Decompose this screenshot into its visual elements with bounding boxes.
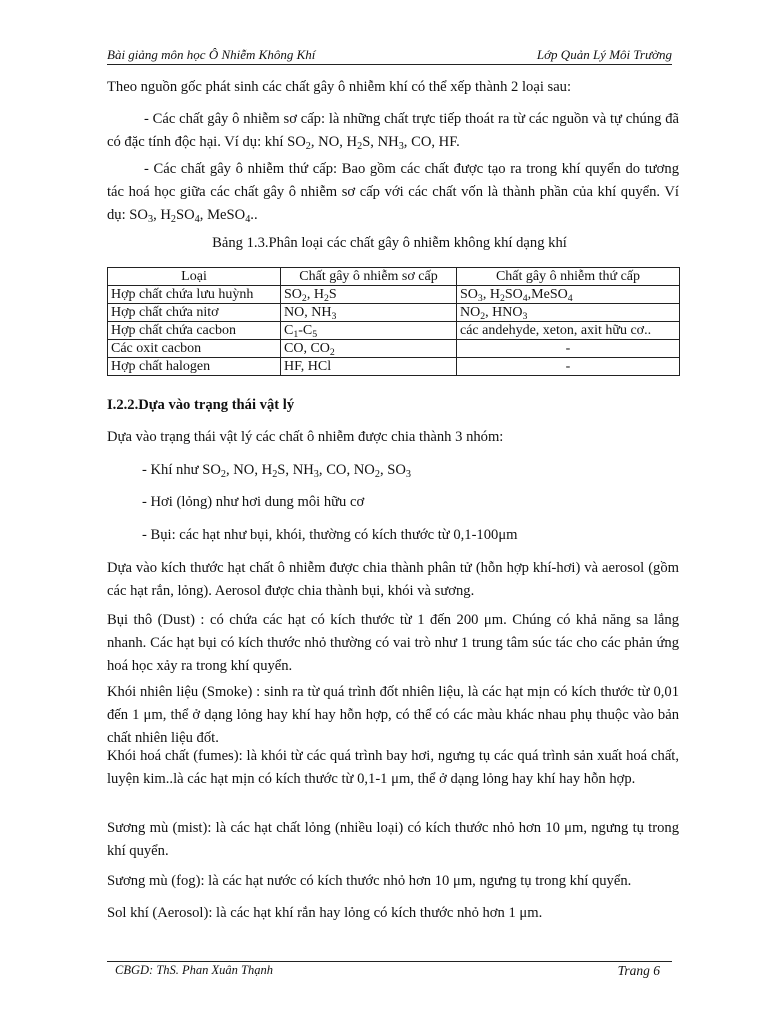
table-row xyxy=(108,304,680,322)
subscript: 2 xyxy=(301,293,307,304)
table-cell-type: Hợp chất chứa lưu huỳnh xyxy=(108,286,281,304)
subscript: 4 xyxy=(245,214,251,225)
paragraph-smoke: Khói nhiên liệu (Smoke) : sinh ra từ quá trình đốt nhiên liệu, là các hạt mịn có kích thước từ 0,01 đến 1 μm, thể ở dạng lỏng hay khí hay hỗn hợp, có thể có các màu khác nhau phụ thuộc vào bản chất nhiên liệu đốt. xyxy=(107,684,679,746)
primary-examples: $SO_2$, NO, $H_2S$, $NH_3$, CO, HF. xyxy=(287,134,460,152)
header-course-title: Bài giảng môn học Ô Nhiễm Không Khí xyxy=(107,47,316,62)
table-header-row xyxy=(108,268,680,286)
paragraph-fumes: Khói hoá chất (fumes): là khói từ các quá trình bay hơi, ngưng tụ các quá trình sản xuất hoá chất, luyện kim..là các hạt mịn có kích thước từ 0,1-1 μm, thể ở dạng lỏng hay khí hay hỗn hợp. xyxy=(107,748,679,787)
table-cell-primary: $C_1-C_5$ xyxy=(281,322,457,340)
list-item-gas: - Khí như $SO_2$, NO, $H_2S$, $NH_3$, CO, $NO_2$, $SO_3$ xyxy=(142,462,412,480)
list-item-vapor: - Hơi (lỏng) như hơi dung môi hữu cơ xyxy=(142,494,365,510)
table-row xyxy=(108,286,680,304)
subscript: 4 xyxy=(194,214,200,225)
subscript: 3 xyxy=(398,141,404,152)
table-cell-type: Hợp chất chứa nitơ xyxy=(108,304,281,322)
subscript: 2 xyxy=(329,347,335,358)
pollutant-classification-table xyxy=(107,267,680,376)
table-cell-secondary: - xyxy=(457,340,680,358)
subscript: 2 xyxy=(170,214,177,225)
table-cell-type: Hợp chất halogen xyxy=(108,358,281,376)
intro-paragraph: Theo nguồn gốc phát sinh các chất gây ô nhiễm khí có thể xếp thành 2 loại sau: xyxy=(107,79,572,95)
page-header xyxy=(107,44,672,65)
table-row xyxy=(108,322,680,340)
subscript: 4 xyxy=(522,293,528,304)
paragraph-dust: Bụi thô (Dust) : có chứa các hạt có kích thước từ 1 đến 200 μm. Chúng có khả năng sa lắng nhanh. Các hạt bụi có kích thước nhỏ thường có vai trò như 1 trung tâm súc tác cho các phản ứng hoá học xảy ra trong khí quyển. xyxy=(107,612,679,674)
table-cell-secondary: - xyxy=(457,358,680,376)
secondary-text: - Các chất gây ô nhiễm thứ cấp: Bao gồm các chất được tạo ra trong khí quyển do tương tác hoá học giữa các chất gây ô nhiễm sơ cấp với các chất vốn là thành phần của khí quyển. Ví dụ: xyxy=(107,161,679,223)
subscript: 4 xyxy=(567,293,573,304)
table-cell-secondary: $NO_2$, $HNO_3$ xyxy=(457,304,680,322)
table-cell-type: Hợp chất chứa cacbon xyxy=(108,322,281,340)
subscript: 3 xyxy=(331,311,337,322)
subscript: 2 xyxy=(499,293,505,304)
subscript: 3 xyxy=(313,469,319,480)
subscript: 2 xyxy=(357,141,363,152)
physical-state-intro: Dựa vào trạng thái vật lý các chất ô nhiễm được chia thành 3 nhóm: xyxy=(107,429,504,445)
subscript: 3 xyxy=(522,311,528,322)
section-heading: I.2.2.Dựa vào trạng thái vật lý xyxy=(107,397,295,413)
subscript: 2 xyxy=(480,311,486,322)
table-header-primary: Chất gây ô nhiễm sơ cấp xyxy=(281,268,457,286)
table-header-secondary: Chất gây ô nhiễm thứ cấp xyxy=(457,268,680,286)
table-header-type: Loại xyxy=(108,268,281,286)
primary-pollutants-paragraph xyxy=(107,108,679,154)
secondary-examples: $SO_3$, $H_2SO_4$, MeSO$_4$.. xyxy=(129,207,258,225)
table-row xyxy=(108,340,680,358)
table-cell-primary: CO, $CO_2$ xyxy=(281,340,457,358)
page-footer xyxy=(107,961,672,982)
paragraph-aerosol: Sol khí (Aerosol): là các hạt khí rắn hay lỏng có kích thước nhỏ hơn 1 μm. xyxy=(107,905,543,921)
subscript: 2 xyxy=(272,469,278,480)
subscript: 3 xyxy=(477,293,483,304)
table-cell-primary: HF, HCl xyxy=(281,358,457,376)
primary-text: - Các chất gây ô nhiễm sơ cấp: là những chất trực tiếp thoát ra từ các nguồn và tự chúng đã có đặc tính độc hại. Ví dụ: khí xyxy=(107,111,679,150)
paragraph-fog: Sương mù (fog): là các hạt nước có kích thước nhỏ hơn 10 μm, ngưng tụ trong khí quyển. xyxy=(107,873,632,889)
paragraph-mist: Sương mù (mist): là các hạt chất lỏng (nhiều loại) có kích thước nhỏ hơn 10 μm, ngưng tụ trong khí quyển. xyxy=(107,820,679,859)
subscript: 2 xyxy=(220,469,226,480)
subscript: 5 xyxy=(312,329,318,340)
subscript: 1 xyxy=(293,329,299,340)
header-class-name: Lớp Quản Lý Môi Trường xyxy=(536,47,672,62)
table-caption: Bảng 1.3.Phân loại các chất gây ô nhiễm không khí dạng khí xyxy=(212,235,567,251)
table-cell-type: Các oxit cacbon xyxy=(108,340,281,358)
table-cell-primary: NO, $NH_3$ xyxy=(281,304,457,322)
subscript: 2 xyxy=(323,293,329,304)
subscript: 2 xyxy=(305,141,311,152)
table-cell-primary: $SO_2$, $H_2S$ xyxy=(281,286,457,304)
paragraph-particle-size: Dựa vào kích thước hạt chất ô nhiễm được chia thành phân tử (hỗn hợp khí-hơi) và aerosol (gồm các hạt rắn, lỏng). Aerosol được chia thành bụi, khói và sương. xyxy=(107,560,679,599)
subscript: 3 xyxy=(147,214,154,225)
table-cell-secondary: $SO_3$, $H_2SO_4,MeSO_4$ xyxy=(457,286,680,304)
table-cell-secondary: các andehyde, xeton, axit hữu cơ.. xyxy=(457,322,680,340)
subscript: 2 xyxy=(374,469,380,480)
secondary-pollutants-paragraph xyxy=(107,158,679,227)
list-item-dust: - Bụi: các hạt như bụi, khói, thường có kích thước từ 0,1-100μm xyxy=(142,527,518,543)
footer-lecturer: CBGD: ThS. Phan Xuân Thạnh xyxy=(115,963,273,977)
subscript: 3 xyxy=(405,469,412,480)
table-row xyxy=(108,358,680,376)
footer-page-number: Trang 6 xyxy=(617,963,660,978)
